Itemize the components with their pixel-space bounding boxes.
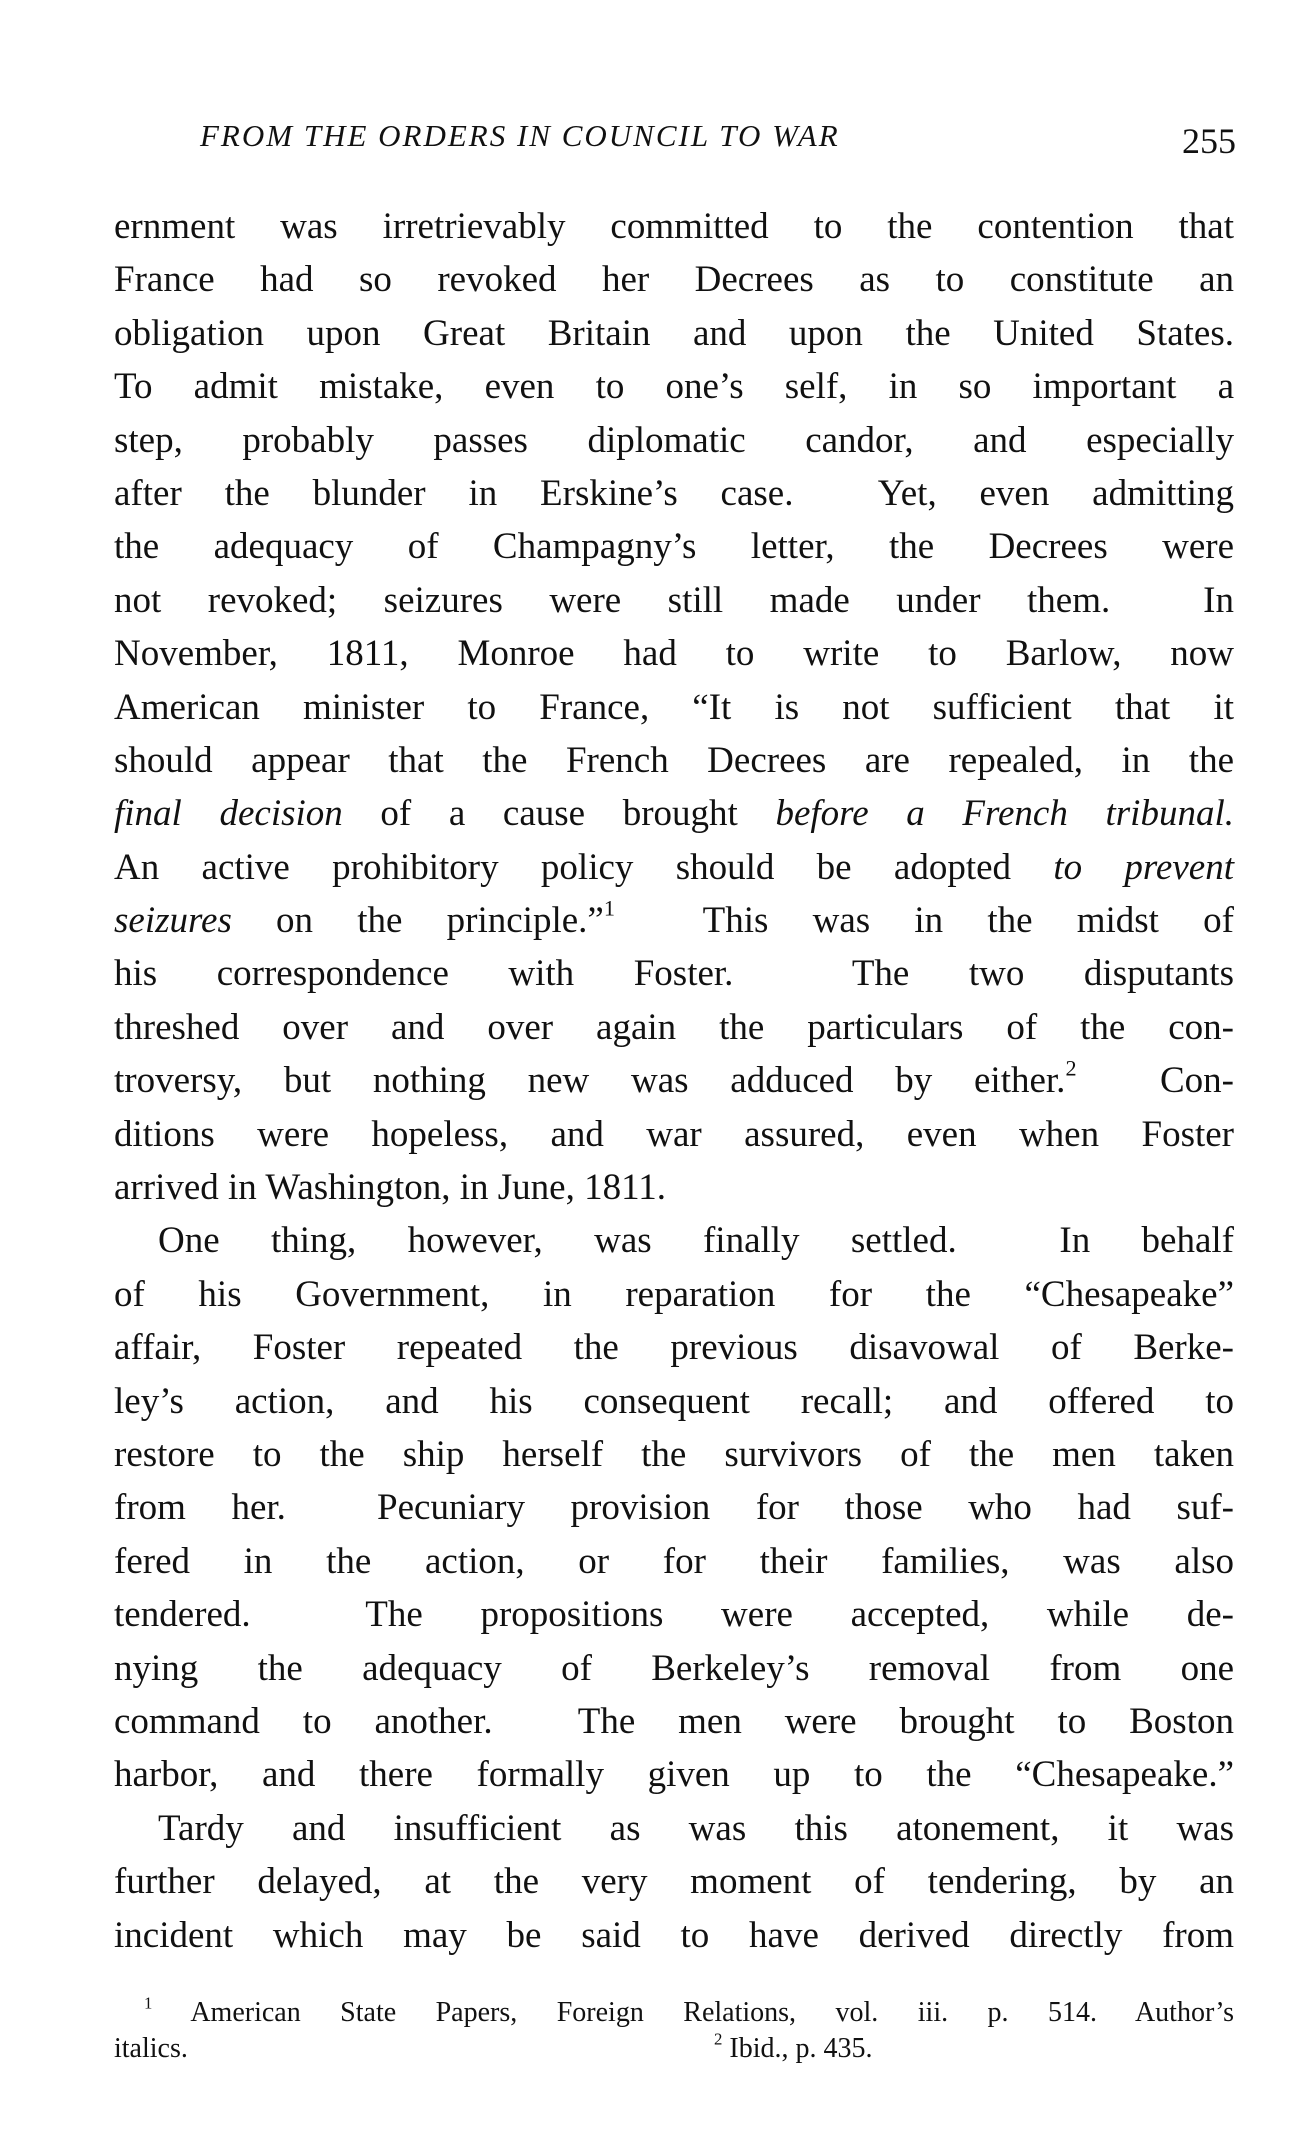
text-line (114, 574, 1234, 627)
text-line (114, 1054, 1234, 1107)
text-segment: arrived in Washington, in June, 1811. (114, 1167, 666, 1209)
text-line (114, 307, 1234, 360)
text-line (114, 253, 1234, 306)
text-segment: An active prohibitory policy should be adopted (114, 846, 1054, 888)
text-line (114, 520, 1234, 573)
text-segment: fered in the action, or for their families, was also (114, 1540, 1234, 1582)
italic-text: to prevent (1053, 846, 1234, 888)
text-segment: incident which may be said to have derived directly from (114, 1914, 1234, 1956)
text-line (114, 894, 1234, 947)
footnote-reference: 1 (603, 895, 615, 921)
text-segment: restore to the ship herself the survivors of the men taken (114, 1433, 1234, 1475)
text-segment: command to another. The men were brought to Boston (114, 1700, 1234, 1742)
italic-text: seizures (114, 900, 232, 942)
italic-text: final decision (114, 793, 343, 835)
footnote-marker: 2 (714, 2029, 723, 2049)
text-segment: Con- (1076, 1060, 1234, 1102)
text-line (114, 1748, 1234, 1801)
text-line (114, 1321, 1234, 1374)
text-segment: To admit mistake, even to one’s self, in so important a (114, 366, 1234, 408)
text-segment: after the blunder in Erskine’s case. Yet, even admitting (114, 472, 1234, 514)
text-line (114, 1855, 1234, 1908)
footnote-text: American State Papers, Foreign Relations, vol. iii. p. 514. Author’s (190, 1997, 1234, 2028)
running-header (200, 118, 1236, 161)
text-line (114, 947, 1234, 1000)
text-segment: ditions were hopeless, and war assured, even when Foster (114, 1113, 1234, 1155)
text-line (114, 1642, 1234, 1695)
text-segment: This was in the midst of (614, 900, 1234, 942)
text-segment: harbor, and there formally given up to the “Chesapeake.” (114, 1754, 1234, 1796)
footnote-marker: 1 (144, 1993, 153, 2013)
text-segment: threshed over and over again the particulars of the con- (114, 1006, 1234, 1048)
text-segment: the adequacy of Champagny’s letter, the Decrees were (114, 526, 1234, 568)
text-segment: affair, Foster repeated the previous disavowal of Berke- (114, 1327, 1234, 1369)
text-line (114, 1108, 1234, 1161)
text-segment: obligation upon Great Britain and upon the United States. (114, 312, 1234, 354)
text-segment: his correspondence with Foster. The two disputants (114, 953, 1234, 995)
body-text (114, 200, 1234, 1962)
italic-text: before a French tribunal. (775, 793, 1234, 835)
text-line (114, 360, 1234, 413)
page-number: 255 (1182, 121, 1236, 161)
text-line (114, 1268, 1234, 1321)
text-line (114, 681, 1234, 734)
text-line (114, 787, 1234, 840)
text-line (114, 1588, 1234, 1641)
text-segment: France had so revoked her Decrees as to constitute an (114, 259, 1234, 301)
text-segment: of his Government, in reparation for the “Chesapeake” (114, 1273, 1234, 1315)
text-segment: of a cause brought (342, 793, 776, 835)
text-line (114, 841, 1234, 894)
text-line (114, 1375, 1234, 1428)
text-line (114, 1695, 1234, 1748)
text-segment: November, 1811, Monroe had to write to Barlow, now (114, 633, 1234, 675)
footnote-1 (114, 1995, 1234, 2031)
text-segment: on the principle.” (231, 900, 604, 942)
text-line (114, 1428, 1234, 1481)
text-segment: step, probably passes diplomatic candor, and especially (114, 419, 1234, 461)
text-line (114, 414, 1234, 467)
footnote-line-2 (114, 2031, 1234, 2067)
text-line (114, 1161, 1234, 1214)
footnote-text: Ibid., p. 435. (729, 2033, 873, 2064)
footnote-2 (714, 2031, 873, 2067)
text-segment: should appear that the French Decrees are repealed, in the (114, 739, 1234, 781)
text-segment: American minister to France, “It is not sufficient that it (114, 686, 1234, 728)
text-line (114, 1001, 1234, 1054)
text-line (114, 1802, 1234, 1855)
text-segment: from her. Pecuniary provision for those who had suf- (114, 1487, 1234, 1529)
running-title: FROM THE ORDERS IN COUNCIL TO WAR (200, 118, 840, 153)
text-segment: nying the adequacy of Berkeley’s removal from one (114, 1647, 1234, 1689)
text-line (114, 1214, 1234, 1267)
text-segment: ernment was irretrievably committed to the contention that (114, 206, 1234, 247)
footnote-reference: 2 (1065, 1055, 1077, 1081)
text-line (114, 734, 1234, 787)
text-line (114, 1535, 1234, 1588)
footnote-1-continuation: italics. (114, 2033, 188, 2064)
text-line (114, 627, 1234, 680)
text-segment: Tardy and insufficient as was this atonement, it was (158, 1807, 1234, 1849)
text-segment: further delayed, at the very moment of tendering, by an (114, 1861, 1234, 1903)
text-line (114, 1909, 1234, 1962)
text-line (114, 467, 1234, 520)
text-segment: troversy, but nothing new was adduced by either. (114, 1060, 1066, 1102)
text-segment: tendered. The propositions were accepted, while de- (114, 1594, 1234, 1636)
text-line (114, 1481, 1234, 1534)
text-segment: One thing, however, was finally settled. In behalf (158, 1220, 1234, 1262)
text-segment: not revoked; seizures were still made under them. In (114, 579, 1234, 621)
text-line (114, 200, 1234, 253)
text-segment: ley’s action, and his consequent recall; and offered to (114, 1380, 1234, 1422)
